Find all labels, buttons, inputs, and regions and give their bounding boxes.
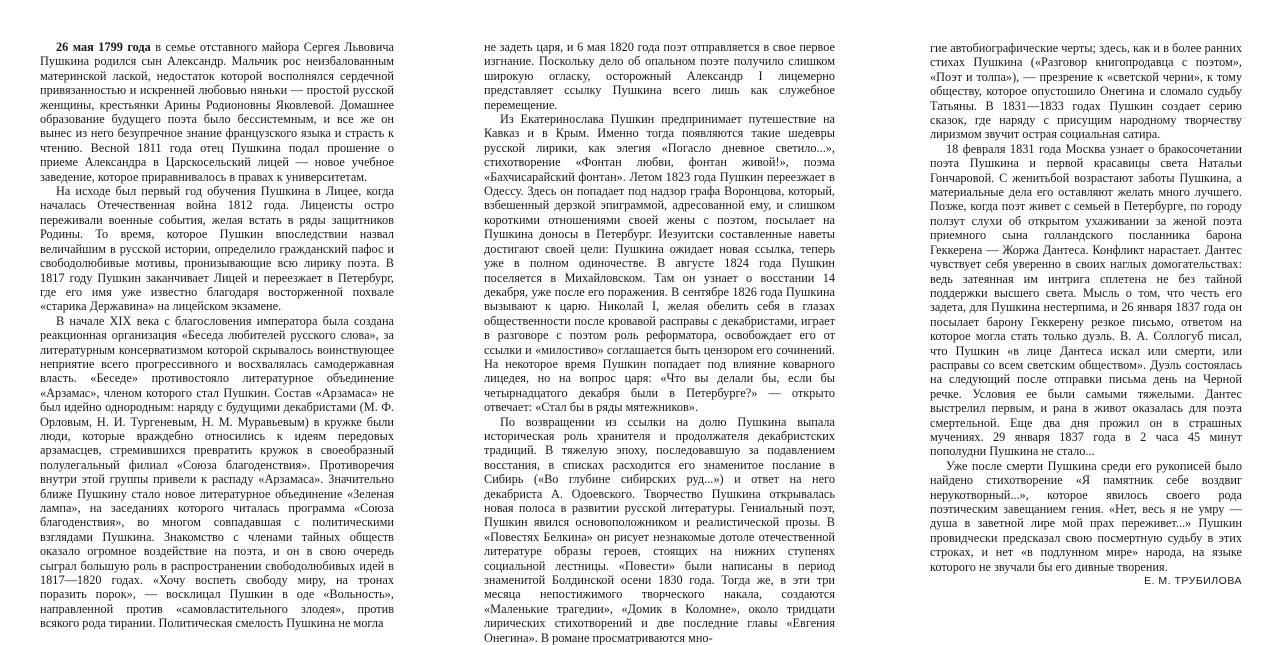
text-column-2 [484, 40, 835, 645]
paragraph: Уже после смерти Пушкина среди его рукописей было найдено стихотворение «Я памятник себе воздвиг нерукотворный...», которое явилось своего рода поэтическим завещанием гения. «Нет, весь я не умру — душа в заветной лире мой прах переживет...» Пушкин провидчески предсказал свою посмертную судьбу в этих строках, и нет «в подлунном мире» народа, на языке которого не звучали бы его дивные творения. [930, 458, 1242, 574]
paragraph: 18 февраля 1831 года Москва узнает о бракосочетании поэта Пушкина и первой красавицы света Натальи Гончаровой. С женитьбой возрастают заботы Пушкина, а материальные дела его оставляют желать много лучшего. Позже, когда поэт живет с семьей в Петербурге, по городу ползут слухи об открытом ухаживании за женой поэта приемного сына голландского посланника барона Геккерена — Жоржа Дантеса. Конфликт нарастает. Дантес чувствует себя уверенно в своих наглых домогательствах: ведь затеянная им интрига сплетена не без тайной поддержки высшего света. Мысль о том, что честь его задета, для Пушкина нестерпима, и 26 января 1837 года он посылает барону Геккерену резкое письмо, ответом на которое могла стать только дуэль. В. А. Соллогуб писал, что Пушкин «в лице Дантеса искал или смерти, или расправы со всем светским обществом». Дуэль состоялась на следующий после отправки письма день на Черной речке. Условия ее были самыми тяжелыми. Дантес выстрелил первым, и рана в живот оказалась для поэта смертельной. Еще два дня прожил он в страшных мучениях. 29 января 1837 года в 2 часа 45 минут пополудни Пушкина не стало... [930, 141, 1242, 459]
paragraph [40, 40, 394, 184]
birth-date: 26 мая 1799 года [55, 40, 151, 54]
paragraph: В начале XIX века с благословения императора была создана реакционная организация «Беседа любителей русского слова», за литературным консерватизмом которой скрывалось воинствующее неприятие всего прогрессивного и восхвалялась самодержавная власть. «Беседе» противостояло литературное объединение «Арзамас», членом которого стал Пушкин. Состав «Арзамаса» не был идейно однородным: наряду с будущими декабристами (М. Ф. Орловым, Н. И. Тургеневым, Н. М. Муравьевым) в кружке были люди, которые враждебно относились к идеям передовых арзамасцев, стремившихся превратить кружок в своеобразный полулегальный филиал «Союза благоденствия». Противоречия внутри этой группы привели к распаду «Арзамаса». Значительно ближе Пушкину стало новое литературное объединение «Зеленая лампа», на заседаниях которого читалась программа «Союза благоденствия», во многом совпадавшая с политическими взглядами Пушкина. Знакомство с членами тайных обществ оказало огромное воздействие на поэта, и он в свою очередь сыграл большую роль в распространении свободолюбивых идей в 1817—1820 годах. «Хочу воспеть свободу миру, на тронах поразить порок», — восклицал Пушкин в оде «Вольность», направленной против «самовластительного злодея», против всякого рода тирании. Политическая смелость Пушкина не могла [40, 313, 394, 631]
text-column-1 [40, 40, 394, 631]
paragraph-text: в семье отставного майора Сергея Львовича Пушкина родился сын Александр. Мальчик рос неизбалованным материнской лаской, недостаток которой восполнялся сердечной привязанностью и искренней любовью няньки — простой русской женщины, крестьянки Арины Родионовны Яковлевой. Домашнее образование будущего поэта было бессистемным, и все же он вынес из него безупречное знание французского языка и страсть к чтению. Весной 1811 года отец Пушкина подал прошение о приеме Александра в Царскосельский лицей — новое учебное заведение, которое приравнивалось в правах к университетам. [40, 40, 394, 184]
paragraph: По возвращении из ссылки на долю Пушкина выпала историческая роль хранителя и продолжателя декабристских традиций. В тяжелую эпоху, последовавшую за подавлением восстания, в списках расходится его знаменитое послание в Сибирь («Во глубине сибирских руд...») и ответ на него декабриста А. Одоевского. Творчество Пушкина открывалась новая полоса в развитии русской литературы. Гениальный поэт, Пушкин явился основоположником и реалистической прозы. В «Повестях Белкина» он рисует незнакомые дотоле отечественной литературе образы героев, стоящих на нижних ступенях социальной лестницы. «Повести» были написаны в период знаменитой Болдинской осени 1830 года. Тогда же, в эти три месяца непостижимого творческого накала, создаются «Маленькие трагедии», «Домик в Коломне», около тридцати лирических стихотворений и две последние главы «Евгения Онегина». В романе просматриваются мно- [484, 414, 835, 645]
paragraph: гие автобиографические черты; здесь, как и в более ранних стихах Пушкина («Разговор книгопродавца с поэтом», «Поэт и толпа»), — презрение к «светской черни», к тому обществу, которое опустошило Онегина и сломало судьбу Татьяны. В 1831—1833 годах Пушкин создает серию сказок, где наряду с присущим народному творчеству лиризмом звучит острая социальная сатира. [930, 41, 1242, 142]
paragraph: Из Екатеринослава Пушкин предпринимает путешествие на Кавказ и в Крым. Именно тогда появляются такие шедевры русской лирики, как элегия «Погасло дневное светило...», стихотворение «Фонтан любви, фонтан живой!», поэма «Бахчисарайский фонтан». Летом 1823 года Пушкин переезжает в Одессу. Здесь он попадает под надзор графа Воронцова, который, взбешенный дерзкой эпиграммой, адресованной ему, и слишком короткими отношениями своей жены с поэтом, посылает на Пушкина доносы в Петербург. Иезуитски составленные наветы достигают своей цели: Пушкина ожидает новая ссылка, теперь уже в полном одиночестве. В августе 1824 года Пушкин поселяется в Михайловском. Там он узнает о восстании 14 декабря, уже после его поражения. В сентябре 1826 года Пушкина вызывают к царю. Николай I, желая обелить себя в глазах общественности после кровавой расправы с декабристами, играет в разговоре с поэтом роль реформатора, освобождает его от ссылки и «милостиво» соглашается быть цензором его сочинений. На некоторое время Пушкин попадает под влияние коварного лицедея, но на вопрос царя: «Что вы делали бы, если бы четырнадцатого декабря были в Петербурге?» — открыто отвечает: «Стал бы в ряды мятежников». [484, 112, 835, 415]
text-column-3 [930, 41, 1242, 588]
paragraph: На исходе был первый год обучения Пушкина в Лицее, когда началась Отечественная война 1812 года. Лицеисты остро переживали военные события, желая встать в ряды защитников Родины. То время, которое Пушкин впоследствии назвал величайшим в русской истории, определило гражданский пафос и свободолюбивые мотивы, пронизывающие всю лирику поэта. В 1817 году Пушкин заканчивает Лицей и переезжает в Петербург, где его имя уже известно благодаря восторженной похвале «старика Державина» на лицейском экзамене. [40, 184, 394, 314]
author-signature: Е. М. ТРУБИЛОВА [1144, 575, 1242, 588]
paragraph: не задеть царя, и 6 мая 1820 года поэт отправляется в свое первое изгнание. Поскольку дело об опальном поэте получило слишком широкую огласку, осторожный Александр I лицемерно представляет ссылку Пушкина всего лишь как служебное перемещение. [484, 40, 835, 112]
